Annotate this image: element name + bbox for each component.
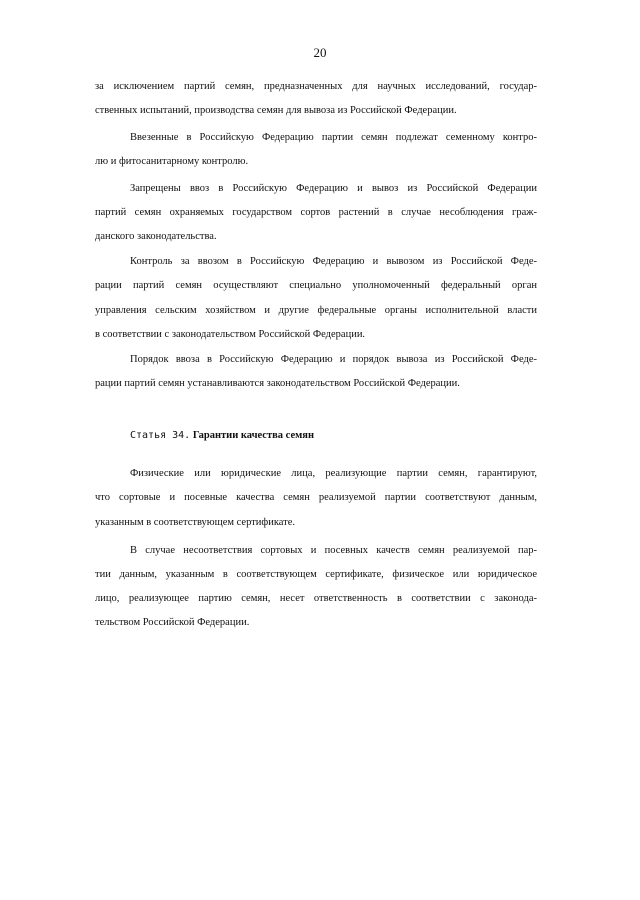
text-line: лю и фитосанитарному контролю. (95, 156, 249, 167)
text-line: рации партий семян устанавливаются законодательством Российской Федерации. (95, 378, 460, 389)
text-line: лицо, реализующее партию семян, несет ответственность в соответствии с законода- (95, 593, 537, 604)
text-line: рации партий семян осуществляют специально уполномоченный федеральный орган (95, 280, 537, 291)
text-line: в соответствии с законодательством Российской Федерации. (95, 329, 366, 340)
text-line: за исключением партий семян, предназначенных для научных исследований, государ- (95, 81, 537, 92)
text-line: Контроль за ввозом в Российскую Федерацию и вывозом из Российской Феде- (130, 256, 537, 267)
text-line: указанным в соответствующем сертификате. (95, 517, 296, 528)
article-number: Статья 34. (130, 430, 191, 441)
text-line: Физические или юридические лица, реализующие партии семян, гарантируют, (130, 468, 537, 479)
text-line: партий семян охраняемых государством сортов растений в случае несоблюдения граж- (95, 207, 537, 218)
text-line: что сортовые и посевные качества семян реализуемой партии соответствуют данным, (95, 492, 537, 503)
page-number: 20 (313, 45, 327, 60)
text-line: управления сельским хозяйством и другие федеральные органы исполнительной власти (95, 305, 537, 316)
article-heading (130, 429, 314, 443)
text-line: данского законодательства. (95, 231, 217, 242)
text-line: ственных испытаний, производства семян для вывоза из Российской Федерации. (95, 105, 457, 116)
text-line: В случае несоответствия сортовых и посевных качеств семян реализуемой пар- (130, 545, 537, 556)
text-line: тельством Российской Федерации. (95, 617, 250, 628)
text-line: Порядок ввоза в Российскую Федерацию и порядок вывоза из Российской Феде- (130, 354, 537, 365)
text-line: Ввезенные в Российскую Федерацию партии семян подлежат семенному контро- (130, 132, 537, 143)
text-line: тии данным, указанным в соответствующем сертификате, физическое или юридическое (95, 569, 537, 580)
text-line: Запрещены ввоз в Российскую Федерацию и вывоз из Российской Федерации (130, 183, 537, 194)
article-title: Гарантии качества семян (192, 430, 314, 441)
